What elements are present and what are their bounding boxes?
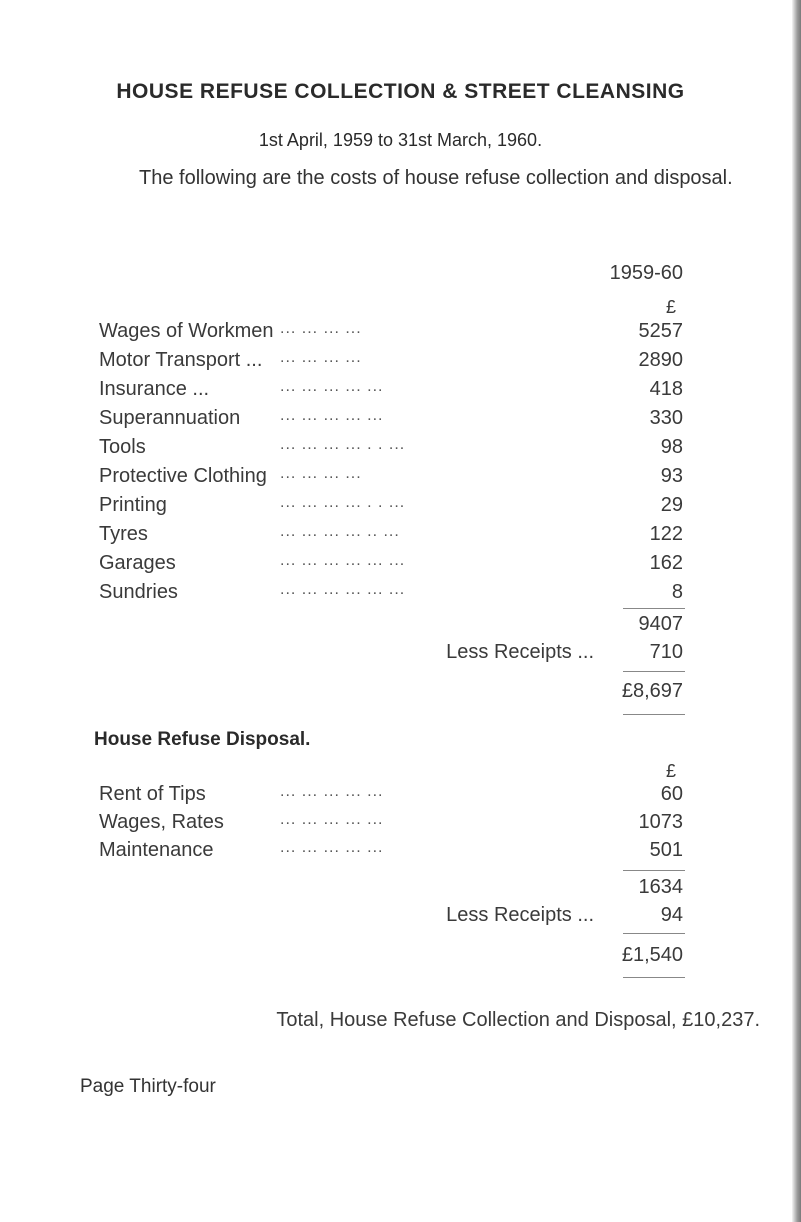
- net-rule: [623, 671, 685, 672]
- row-amount: 122: [649, 523, 683, 545]
- row-leader: ... ... ... ... ...: [280, 811, 384, 828]
- row-amount: 98: [660, 436, 683, 458]
- row-leader: ... ... ... ... ...: [280, 378, 384, 395]
- currency-symbol: £: [665, 297, 676, 317]
- table-row: [0, 839, 801, 869]
- row-leader: ... ... ... ... .. ...: [280, 523, 400, 540]
- subtotal-rule: [623, 870, 685, 871]
- grand-total-line: Total, House Refuse Collection and Disposal, £10,237.: [276, 1009, 760, 1031]
- table-row: [0, 378, 801, 408]
- intro-paragraph: The following are the costs of house refuse collection and disposal.: [139, 167, 733, 189]
- row-label: Insurance ...: [99, 378, 210, 400]
- row-amount: 29: [660, 494, 683, 516]
- row-label: Protective Clothing: [99, 465, 267, 487]
- less-receipts-label: Less Receipts ...: [446, 641, 594, 663]
- row-label: Wages of Workmen: [99, 320, 274, 342]
- row-leader: ... ... ... ... . . ...: [280, 436, 406, 453]
- table-row: [0, 465, 801, 495]
- row-leader: ... ... ... ...: [280, 465, 362, 482]
- row-amount: 1073: [638, 811, 683, 833]
- table-row: [0, 783, 801, 813]
- table-row: [0, 436, 801, 466]
- table-row: [0, 581, 801, 611]
- page-footer: Page Thirty-four: [80, 1076, 216, 1097]
- page-edge-shadow: [792, 0, 801, 1222]
- row-label: Rent of Tips: [99, 783, 206, 805]
- row-amount: 2890: [638, 349, 683, 371]
- year-column-heading: 1959-60: [609, 262, 683, 284]
- row-amount: 501: [649, 839, 683, 861]
- row-amount: 93: [660, 465, 683, 487]
- table-row: [0, 552, 801, 582]
- row-amount: 60: [660, 783, 683, 805]
- net-underline: [623, 977, 685, 978]
- row-leader: ... ... ... ...: [280, 349, 362, 366]
- row-amount: 418: [649, 378, 683, 400]
- row-label: Wages, Rates: [99, 811, 224, 833]
- row-amount: 8: [671, 581, 683, 603]
- row-leader: ... ... ... ...: [280, 320, 362, 337]
- collection-net-total: £8,697: [621, 680, 683, 702]
- less-receipts-label: Less Receipts ...: [446, 904, 594, 926]
- row-label: Motor Transport ...: [99, 349, 263, 371]
- row-amount: 5257: [638, 320, 683, 342]
- table-row: [0, 349, 801, 379]
- less-receipts-amount: 94: [660, 904, 683, 926]
- row-leader: ... ... ... ... ...: [280, 783, 384, 800]
- row-amount: 162: [649, 552, 683, 574]
- row-label: Maintenance: [99, 839, 214, 861]
- row-leader: ... ... ... ... . . ...: [280, 494, 406, 511]
- net-rule: [623, 933, 685, 934]
- subtotal-amount: 1634: [638, 876, 683, 898]
- disposal-net-total: £1,540: [621, 944, 683, 966]
- table-row: [0, 320, 801, 350]
- row-amount: 330: [649, 407, 683, 429]
- table-row: [0, 407, 801, 437]
- subtotal-amount: 9407: [638, 613, 683, 635]
- row-leader: ... ... ... ... ... ...: [280, 552, 406, 569]
- page-title: HOUSE REFUSE COLLECTION & STREET CLEANSING: [116, 80, 685, 103]
- table-row: [0, 523, 801, 553]
- net-underline: [623, 714, 685, 715]
- table-row: [0, 494, 801, 524]
- row-leader: ... ... ... ... ...: [280, 407, 384, 424]
- row-label: Garages: [99, 552, 176, 574]
- row-label: Tools: [99, 436, 146, 458]
- period-subtitle: 1st April, 1959 to 31st March, 1960.: [258, 130, 543, 150]
- row-label: Tyres: [99, 523, 148, 545]
- subtotal-rule: [623, 608, 685, 609]
- table-row: [0, 811, 801, 841]
- row-label: Superannuation: [99, 407, 241, 429]
- currency-symbol: £: [665, 761, 676, 781]
- row-leader: ... ... ... ... ...: [280, 839, 384, 856]
- row-label: Printing: [99, 494, 167, 516]
- row-label: Sundries: [99, 581, 178, 603]
- disposal-section-title: House Refuse Disposal.: [94, 729, 311, 750]
- less-receipts-amount: 710: [649, 641, 683, 663]
- row-leader: ... ... ... ... ... ...: [280, 581, 406, 598]
